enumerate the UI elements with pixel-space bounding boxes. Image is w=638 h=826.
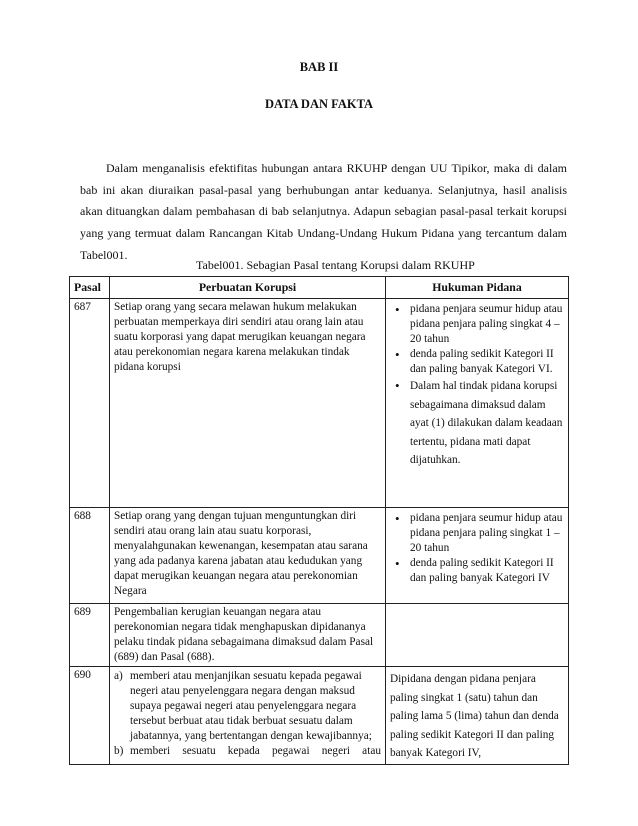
table-row: [70, 508, 569, 604]
pasal-number: 687: [70, 299, 110, 508]
list-item: • Dalam hal tindak pidana korupsi sebagaimana dimaksud dalam ayat (1) dilakukan dalam keadaan tertentu, pidana mati dapat dijatuhkan.: [410, 377, 564, 470]
table-caption: Tabel001. Sebagian Pasal tentang Korupsi dalam RKUHP: [196, 258, 475, 272]
perbuatan-text: Setiap orang yang secara melawan hukum melakukan perbuatan memperkaya diri sendiri atau orang lain atau suatu korporasi yang dapat merugikan keuangan negara atau perekonomian negara karena melakukan tindak pidana korupsi: [110, 299, 386, 508]
list-item: • denda paling sedikit Kategori II dan paling banyak Kategori IV: [410, 556, 564, 586]
list-item: [114, 744, 381, 759]
list-item: • denda paling sedikit Kategori II dan paling banyak Kategori VI.: [410, 347, 564, 377]
pasal-number: 690: [70, 667, 110, 765]
table-row: [70, 604, 569, 667]
list-item: [114, 669, 381, 744]
table-row: [70, 299, 569, 508]
pasal-number: 689: [70, 604, 110, 667]
list-marker: a): [114, 670, 123, 682]
hukuman-text: Dipidana dengan pidana penjara paling singkat 1 (satu) tahun dan paling lama 5 (lima) tahun dan denda paling sedikit Kategori II dan paling banyak Kategori IV,: [386, 667, 569, 765]
chapter-number: BAB II: [299, 60, 339, 74]
header-hukuman: Hukuman Pidana: [386, 277, 569, 299]
perbuatan-cell: [110, 667, 386, 765]
intro-text: Dalam menganalisis efektifitas hubungan antara RKUHP dengan UU Tipikor, maka di dalam bab ini akan diuraikan pasal-pasal yang berhubungan antar keduanya. Selanjutnya, hasil analisis akan dituangkan dalam pembahasan di bab selanjutnya. Adapun sebagian pasal-pasal terkait korupsi yang yang termuat dalam Rancangan Kitab Undang-Undang Hukum Pidana yang tercantum dalam Tabel001.: [80, 161, 567, 262]
table-header-row: [70, 277, 569, 299]
list-item: • pidana penjara seumur hidup atau pidana penjara paling singkat 1 – 20 tahun: [410, 511, 564, 556]
pasal-number: 688: [70, 508, 110, 604]
perbuatan-text: Pengembalian kerugian keuangan negara atau perekonomian negara tidak menghapuskan dipidananya pelaku tindak pidana sebagaimana dimaksud dalam Pasal (689) dan Pasal (688).: [110, 604, 386, 667]
intro-paragraph: [80, 158, 567, 267]
list-marker: b): [114, 745, 124, 757]
header-pasal: Pasal: [70, 277, 110, 299]
list-item-text: memberi atau menjanjikan sesuatu kepada pegawai negeri atau penyelenggara negara dengan maksud supaya pegawai negeri atau penyelenggara negara tersebut berbuat atau tidak berbuat sesuatu dalam jabatannya, yang bertentangan dengan kewajibannya;: [130, 670, 372, 742]
hukuman-list: [390, 511, 564, 586]
corruption-articles-table: [69, 276, 569, 765]
perbuatan-text: Setiap orang yang dengan tujuan menguntungkan diri sendiri atau orang lain atau suatu korporasi, menyalahgunakan kewenangan, kesempatan atau sarana yang ada padanya karena jabatan atau kedudukan yang dapat merugikan keuangan negara atau perekonomian Negara: [110, 508, 386, 604]
perbuatan-list: [114, 669, 381, 759]
hukuman-cell: [386, 299, 569, 508]
table-row: [70, 667, 569, 765]
header-perbuatan: Perbuatan Korupsi: [110, 277, 386, 299]
hukuman-cell: [386, 508, 569, 604]
hukuman-cell: [386, 604, 569, 667]
list-item: • pidana penjara seumur hidup atau pidana penjara paling singkat 4 – 20 tahun: [410, 302, 564, 347]
list-item-text: memberi sesuatu kepada pegawai negeri atau: [130, 745, 381, 757]
hukuman-list: [390, 302, 564, 470]
chapter-title: DATA DAN FAKTA: [264, 97, 374, 111]
